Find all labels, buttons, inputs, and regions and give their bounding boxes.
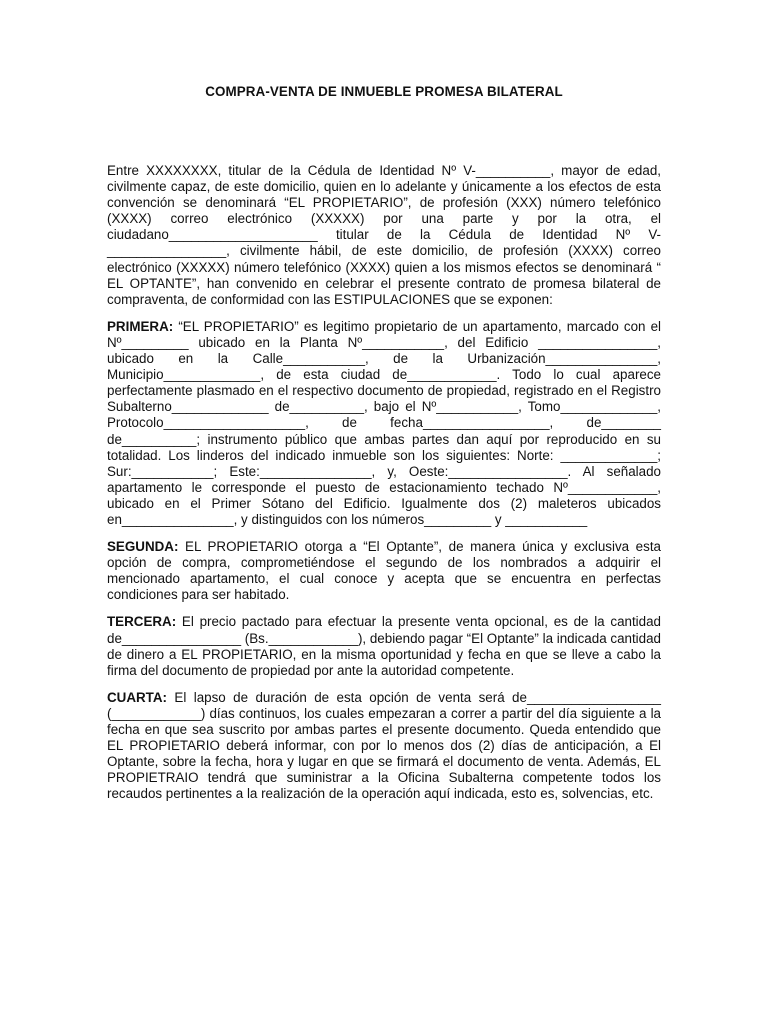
clause-primera <box>107 319 661 528</box>
clause-tercera <box>107 614 661 678</box>
document-body <box>107 163 661 813</box>
clause-text: EL PROPIETARIO otorga a “El Optante”, de manera única y exclusiva esta opción de compra, comprometiéndose el segundo de los nombrados a adquirir el mencionado apartamento, el cual conoce y acepta que se encuentra en perfectas condiciones para ser habitado. <box>107 539 661 603</box>
clause-text: El precio pactado para efectuar la presente venta opcional, es de la cantidad de________________ (Bs.____________), debiendo pagar “El Optante” la indicada cantidad de dinero a EL PROPIETARIO, en la misma oportunidad y fecha en que se lleve a cabo la firma del documento de propiedad por ante la autoridad competente. <box>107 614 661 678</box>
intro-paragraph: Entre XXXXXXXX, titular de la Cédula de Identidad Nº V-__________, mayor de edad, civilmente capaz, de este domicilio, quien en lo adelante y únicamente a los efectos de esta convención se denominará “EL PROPIETARIO”, de profesión (XXX) número telefónico (XXXX) correo electrónico (XXXXX) por una parte y por la otra, el ciudadano____________________ titular de la Cédula de Identidad Nº V-________________, civilmente hábil, de este domicilio, de profesión (XXXX) correo electrónico (XXXXX) número telefónico (XXXX) quien a los mismos efectos se denominará “ EL OPTANTE”, han convenido en celebrar el presente contrato de promesa bilateral de compraventa, de conformidad con las ESTIPULACIONES que se exponen: <box>107 163 661 307</box>
clause-label: TERCERA: <box>107 614 177 630</box>
clause-text: El lapso de duración de esta opción de venta será de__________________ (____________) días continuos, los cuales empezaran a correr a partir del día siguiente a la fecha en que sea suscrito por ambas partes el presente documento. Queda entendido que EL PROPIETARIO deberá informar, con por lo menos dos (2) días de anticipación, a El Optante, sobre la fecha, hora y lugar en que se firmará el documento de venta. Además, EL PROPIETRAIO tendrá que suministrar a la Oficina Subalterna competente todos los recaudos pertinentes a la realización de la operación aquí indicada, esto es, solvencias, etc. <box>107 689 661 802</box>
clause-label: SEGUNDA: <box>107 539 179 555</box>
clause-cuarta <box>107 690 661 803</box>
document-title: COMPRA-VENTA DE INMUEBLE PROMESA BILATERAL <box>205 84 563 99</box>
clause-text: “EL PROPIETARIO” es legitimo propietario de un apartamento, marcado con el Nº_________ ubicado en la Planta Nº___________, del Edificio ________________, ubicado en la Calle___________, de la Urbanización_______________, Municipio_____________, de esta ciudad de____________. Todo lo cual aparece perfectamente plasmado en el respectivo documento de propiedad, registrado en el Registro Subalterno_____________ de__________, bajo el Nº___________, Tomo_____________, Protocolo___________________, de fecha_________________, de________ de__________; instrumento público que ambas partes dan aquí por reproducido en su totalidad. Los linderos del indicado inmueble son los siguientes: Norte: _____________; Sur:___________; Este:_______________, y, Oeste:________________. Al señalado apartamento le corresponde el puesto de estacionamiento techado Nº____________, ubicado en el Primer Sótano del Edificio. Igualmente dos (2) maleteros ubicados en_______________, y distinguidos con los números_________ y ___________ <box>107 318 661 527</box>
clause-segunda <box>107 539 661 603</box>
clause-label: CUARTA: <box>107 689 167 705</box>
clause-label: PRIMERA: <box>107 318 174 334</box>
